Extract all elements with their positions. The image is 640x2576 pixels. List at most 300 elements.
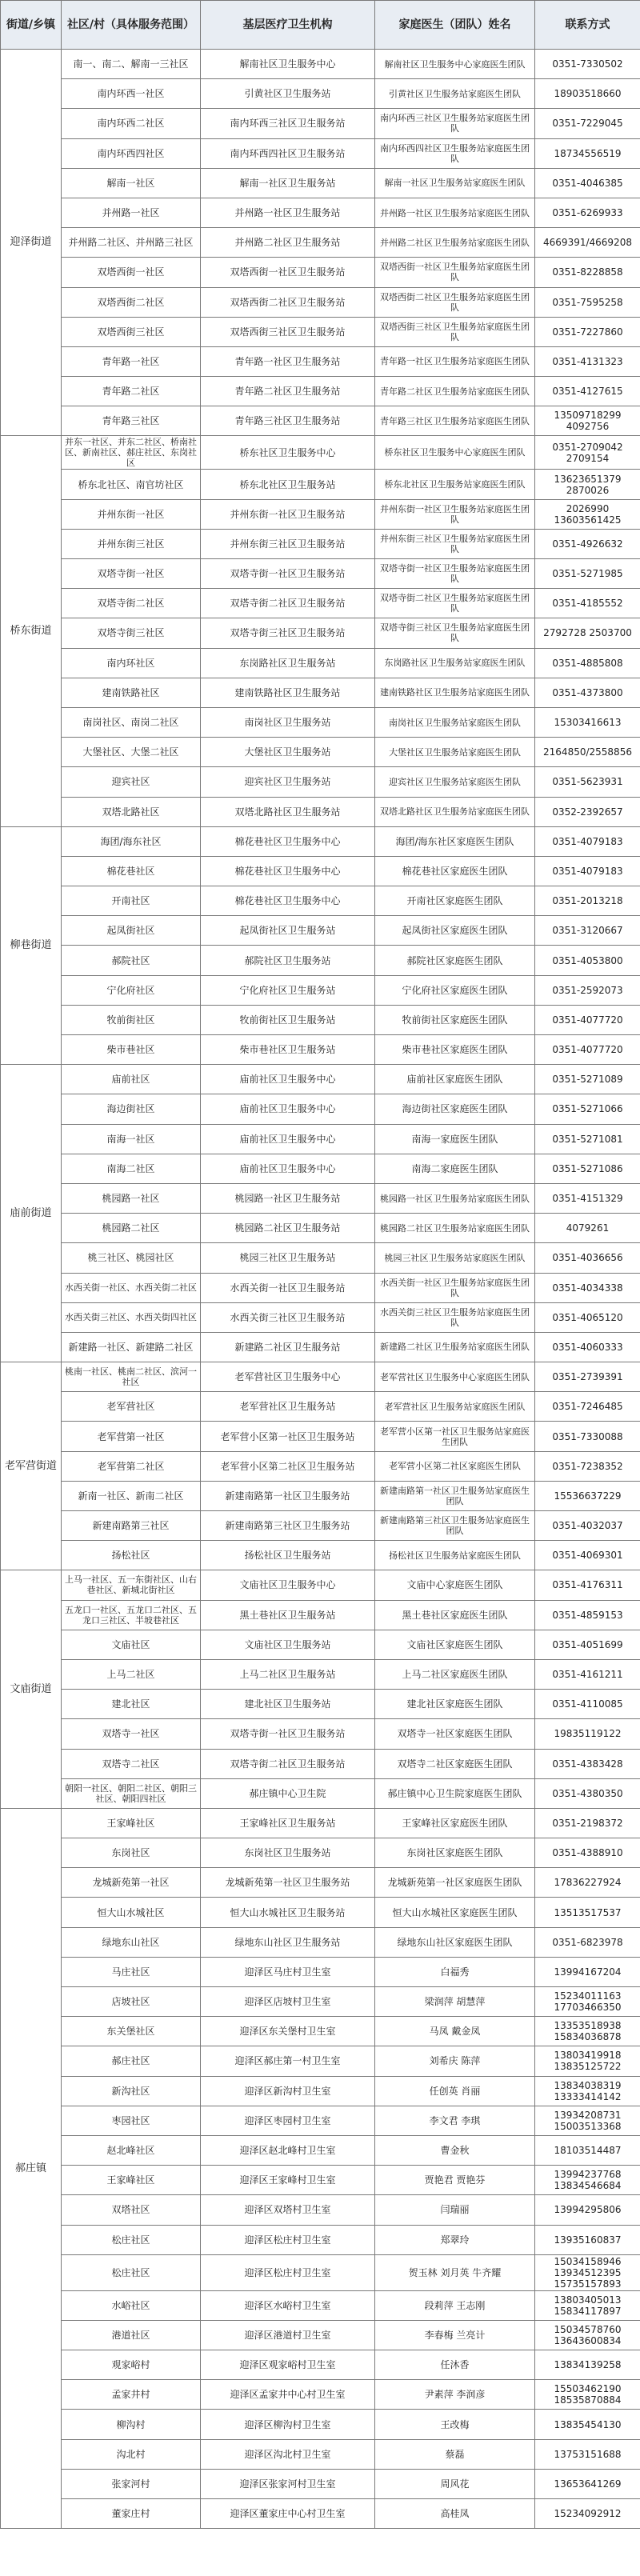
doctor-cell: 迎宾社区卫生服务站家庭医生团队 [375,767,535,797]
community-cell: 双塔西街一社区 [62,258,201,287]
header-community: 社区/村（具体服务范围） [62,1,201,50]
community-cell: 王家峰社区 [62,2166,201,2195]
table-row [1,109,640,138]
doctor-cell: 王改梅 [375,2410,535,2439]
contact-cell: 15234092912 [535,2499,640,2529]
community-cell: 新沟社区 [62,2076,201,2106]
contact-cell: 13834139258 [535,2350,640,2380]
header-street: 街道/乡镇 [1,1,62,50]
doctor-cell: 南海一家庭医生团队 [375,1124,535,1154]
table-row [1,1630,640,1659]
contact-cell: 0351-4380350 [535,1778,640,1808]
doctor-cell: 老军营社区卫生服务站家庭医生团队 [375,1392,535,1422]
community-cell: 青年路三社区 [62,406,201,436]
header-institution: 基层医疗卫生机构 [201,1,375,50]
contact-cell: 15234011163 17703466350 [535,1987,640,2017]
doctor-cell: 恒大山水城社区家庭医生团队 [375,1898,535,1927]
contact-cell: 0351-5271086 [535,1154,640,1183]
contact-cell: 0351-4079183 [535,856,640,886]
contact-cell: 13934208731 15003513368 [535,2106,640,2135]
institution-cell: 并州路一社区卫生服务站 [201,198,375,227]
community-cell: 枣园社区 [62,2106,201,2135]
institution-cell: 绿地东山社区卫生服务站 [201,1927,375,1957]
doctor-cell: 马凤 戴金凤 [375,2017,535,2046]
doctor-cell: 刘希庆 陈萍 [375,2046,535,2076]
table-row [1,168,640,198]
institution-cell: 桥东社区卫生服务中心 [201,436,375,470]
institution-cell: 水西关街一社区卫生服务站 [201,1273,375,1302]
table-row [1,1451,640,1481]
community-cell: 桥东北社区、南官坊社区 [62,470,201,499]
institution-cell: 庙前社区卫生服务中心 [201,1124,375,1154]
table-row [1,2195,640,2225]
doctor-cell: 海边街社区家庭医生团队 [375,1094,535,1124]
contact-cell: 0351-4185552 [535,589,640,618]
doctor-cell: 老军营小区第一社区卫生服务站家庭医生团队 [375,1422,535,1451]
community-cell: 双塔寺街二社区 [62,589,201,618]
contact-cell: 0351-4110085 [535,1690,640,1719]
community-cell: 建北社区 [62,1690,201,1719]
community-cell: 并东一社区、并东二社区、桥南社区、新南社区、郝庄社区、东岗社区 [62,436,201,470]
street-cell: 庙前街道 [1,1065,62,1362]
community-cell: 海边街社区 [62,1094,201,1124]
institution-cell: 东岗社区卫生服务站 [201,1838,375,1868]
table-row [1,79,640,109]
community-cell: 朝阳一社区、朝阳二社区、朝阳三社区、朝阳四社区 [62,1778,201,1808]
doctor-cell: 双塔西街一社区卫生服务站家庭医生团队 [375,258,535,287]
institution-cell: 黑土巷社区卫生服务站 [201,1600,375,1630]
doctor-cell: 桥东社区卫生服务中心家庭医生团队 [375,436,535,470]
doctor-cell: 上马二社区家庭医生团队 [375,1659,535,1689]
contact-cell: 0351-4051699 [535,1630,640,1659]
doctor-cell: 双塔北路社区卫生服务站家庭医生团队 [375,797,535,826]
contact-cell: 0351-7246485 [535,1392,640,1422]
doctor-cell: 并州东街三社区卫生服务站家庭医生团队 [375,529,535,558]
table-row [1,2350,640,2380]
table-body [1,50,640,2529]
table-row [1,707,640,737]
community-cell: 水西关街一社区、水西关街二社区 [62,1273,201,1302]
institution-cell: 并州东街一社区卫生服务站 [201,499,375,529]
contact-cell: 4669391/4669208 [535,228,640,258]
doctor-cell: 引黄社区卫生服务站家庭医生团队 [375,79,535,109]
community-cell: 松庄社区 [62,2254,201,2290]
contact-cell: 0351-4131323 [535,346,640,376]
contact-cell: 2164850/2558856 [535,738,640,767]
doctor-cell: 梁润萍 胡慧萍 [375,1987,535,2017]
doctor-cell: 李春梅 兰亮计 [375,2320,535,2350]
table-row [1,287,640,317]
contact-cell: 15303416613 [535,707,640,737]
community-cell: 并州东街一社区 [62,499,201,529]
contact-cell: 0351-4053800 [535,946,640,975]
contact-cell: 13935160837 [535,2225,640,2254]
community-cell: 并州路二社区、并州路三社区 [62,228,201,258]
institution-cell: 上马二社区卫生服务站 [201,1659,375,1689]
community-cell: 并州东街三社区 [62,529,201,558]
doctor-cell: 桃园路二社区卫生服务站家庭医生团队 [375,1214,535,1243]
community-cell: 棉花巷社区 [62,856,201,886]
institution-cell: 老军营社区卫生服务中心 [201,1362,375,1392]
community-cell: 庙前社区 [62,1065,201,1094]
community-cell: 恒大山水城社区 [62,1898,201,1927]
contact-cell: 0351-4060333 [535,1332,640,1362]
contact-cell: 0351-4388910 [535,1838,640,1868]
table-row [1,377,640,406]
institution-cell: 迎泽区店坡村卫生室 [201,1987,375,2017]
contact-cell: 0351-4885808 [535,648,640,678]
doctor-cell: 棉花巷社区家庭医生团队 [375,856,535,886]
institution-cell: 双塔寺街二社区卫生服务站 [201,1749,375,1778]
institution-cell: 东岗路社区卫生服务站 [201,648,375,678]
street-cell: 文庙街道 [1,1570,62,1809]
contact-cell: 0351-7330088 [535,1422,640,1451]
institution-cell: 迎泽区孟家井中心村卫生室 [201,2380,375,2410]
community-cell: 迎宾社区 [62,767,201,797]
contact-cell: 0351-2709042 2709154 [535,436,640,470]
community-cell: 双塔寺街三社区 [62,618,201,648]
table-row [1,975,640,1005]
contact-cell: 0351-4079183 [535,826,640,856]
institution-cell: 引黄社区卫生服务站 [201,79,375,109]
doctor-cell: 黑土巷社区家庭医生团队 [375,1600,535,1630]
community-cell: 柳沟村 [62,2410,201,2439]
community-cell: 桃三社区、桃园社区 [62,1243,201,1273]
institution-cell: 迎泽区张家河村卫生室 [201,2469,375,2498]
contact-cell: 15536637229 [535,1481,640,1510]
contact-cell: 13623651379 2870026 [535,470,640,499]
doctor-cell: 闫瑞丽 [375,2195,535,2225]
community-cell: 新建南路第三社区 [62,1511,201,1541]
doctor-cell: 双塔西街二社区卫生服务站家庭医生团队 [375,287,535,317]
community-cell: 新建路一社区、新建路二社区 [62,1332,201,1362]
institution-cell: 起凤街社区卫生服务站 [201,916,375,946]
institution-cell: 新建南路第一社区卫生服务站 [201,1481,375,1510]
institution-cell: 双塔寺街三社区卫生服务站 [201,618,375,648]
contact-cell: 2026990 13603561425 [535,499,640,529]
community-cell: 双塔寺街一社区 [62,559,201,589]
doctor-cell: 牧前街社区家庭医生团队 [375,1005,535,1034]
doctor-cell: 东岗社区家庭医生团队 [375,1838,535,1868]
institution-cell: 老军营社区卫生服务站 [201,1392,375,1422]
contact-cell: 15503462190 18535870884 [535,2380,640,2410]
table-row [1,1422,640,1451]
community-cell: 绿地东山社区 [62,1927,201,1957]
contact-cell: 0351-7595258 [535,287,640,317]
institution-cell: 桃园路二社区卫生服务站 [201,1214,375,1243]
table-row [1,406,640,436]
community-cell: 牧前街社区 [62,1005,201,1034]
doctor-cell: 南内环西三社区卫生服务站家庭医生团队 [375,109,535,138]
table-row [1,797,640,826]
doctor-cell: 解南一社区卫生服务站家庭医生团队 [375,168,535,198]
table-row [1,1570,640,1600]
table-header-row [1,1,640,50]
community-cell: 南内环社区 [62,648,201,678]
community-cell: 港道社区 [62,2320,201,2350]
doctor-cell: 王家峰社区家庭医生团队 [375,1808,535,1838]
institution-cell: 迎泽区松庄村卫生室 [201,2225,375,2254]
institution-cell: 建南铁路社区卫生服务站 [201,678,375,707]
contact-cell: 13994295806 [535,2195,640,2225]
community-cell: 水西关街三社区、水西关街四社区 [62,1302,201,1332]
community-cell: 孟家井村 [62,2380,201,2410]
contact-cell: 15034578760 13643600834 [535,2320,640,2350]
institution-cell: 新建路二社区卫生服务站 [201,1332,375,1362]
doctor-cell: 高桂凤 [375,2499,535,2529]
doctor-cell: 老军营小区第二社区家庭医生团队 [375,1451,535,1481]
contact-cell: 13509718299 4092756 [535,406,640,436]
table-row [1,2499,640,2529]
contact-cell: 0351-7330502 [535,50,640,79]
doctor-cell: 双塔寺二社区家庭医生团队 [375,1749,535,1778]
community-cell: 桃园路一社区 [62,1183,201,1213]
institution-cell: 老军营小区第二社区卫生服务站 [201,1451,375,1481]
institution-cell: 迎泽区马庄村卫生室 [201,1957,375,1986]
community-cell: 南内环西一社区 [62,79,201,109]
community-cell: 双塔社区 [62,2195,201,2225]
doctor-cell: 东岗路社区卫生服务站家庭医生团队 [375,648,535,678]
table-row [1,2290,640,2320]
table-row [1,2469,640,2498]
contact-cell: 0351-4151329 [535,1183,640,1213]
table-row [1,2320,640,2350]
institution-cell: 双塔寺街一社区卫生服务站 [201,559,375,589]
street-cell: 老军营街道 [1,1362,62,1570]
table-row [1,618,640,648]
institution-cell: 桃园三社区卫生服务站 [201,1243,375,1273]
community-cell: 双塔北路社区 [62,797,201,826]
doctor-cell: 南岗社区卫生服务站家庭医生团队 [375,707,535,737]
institution-cell: 迎泽区港道村卫生室 [201,2320,375,2350]
contact-cell: 13513517537 [535,1898,640,1927]
table-row [1,228,640,258]
street-cell: 桥东街道 [1,436,62,826]
doctor-cell: 南海二家庭医生团队 [375,1154,535,1183]
community-cell: 董家庄村 [62,2499,201,2529]
community-cell: 宁化府社区 [62,975,201,1005]
contact-cell: 0351-2739391 [535,1362,640,1392]
street-cell: 郝庄镇 [1,1808,62,2528]
community-cell: 老军营社区 [62,1392,201,1422]
community-cell: 南内环西二社区 [62,109,201,138]
institution-cell: 建北社区卫生服务站 [201,1690,375,1719]
contact-cell: 18734556519 [535,138,640,168]
doctor-cell: 解南社区卫生服务中心家庭医生团队 [375,50,535,79]
contact-cell: 0351-7229045 [535,109,640,138]
table-row [1,529,640,558]
institution-cell: 扬松社区卫生服务站 [201,1541,375,1570]
table-row [1,2166,640,2195]
doctor-cell: 绿地东山社区家庭医生团队 [375,1927,535,1957]
institution-cell: 文庙社区卫生服务站 [201,1630,375,1659]
community-cell: 桃南一社区、桃南二社区、滨河一社区 [62,1362,201,1392]
header-contact: 联系方式 [535,1,640,50]
contact-cell: 0352-2392657 [535,797,640,826]
table-row [1,1005,640,1034]
doctor-cell: 周风花 [375,2469,535,2498]
institution-cell: 迎泽区王家峰村卫生室 [201,2166,375,2195]
community-cell: 双塔西街二社区 [62,287,201,317]
contact-cell: 0351-7227860 [535,317,640,346]
institution-cell: 双塔西街二社区卫生服务站 [201,287,375,317]
institution-cell: 迎泽区枣园村卫生室 [201,2106,375,2135]
institution-cell: 青年路三社区卫生服务站 [201,406,375,436]
contact-cell: 0351-3120667 [535,916,640,946]
contact-cell: 13353518938 15834036878 [535,2017,640,2046]
contact-cell: 0351-4036656 [535,1243,640,1273]
table-row [1,436,640,470]
table-row [1,2410,640,2439]
institution-cell: 迎泽区水峪村卫生室 [201,2290,375,2320]
institution-cell: 南内环西四社区卫生服务站 [201,138,375,168]
institution-cell: 双塔寺街二社区卫生服务站 [201,589,375,618]
table-row [1,1898,640,1927]
table-row [1,138,640,168]
institution-cell: 迎泽区柳沟村卫生室 [201,2410,375,2439]
table-row [1,1362,640,1392]
table-row [1,916,640,946]
contact-cell: 0351-4065120 [535,1302,640,1332]
contact-cell: 13834038319 13333414142 [535,2076,640,2106]
community-cell: 并州路一社区 [62,198,201,227]
doctor-cell: 起凤街社区家庭医生团队 [375,916,535,946]
doctor-cell: 桥东北社区卫生服务站家庭医生团队 [375,470,535,499]
institution-cell: 桃园路一社区卫生服务站 [201,1183,375,1213]
doctor-cell: 并州东街一社区卫生服务站家庭医生团队 [375,499,535,529]
contact-cell: 0351-5271081 [535,1124,640,1154]
institution-cell: 桥东北社区卫生服务站 [201,470,375,499]
contact-cell: 0351-4069301 [535,1541,640,1570]
contact-cell: 13803405013 15834117897 [535,2290,640,2320]
community-cell: 上马二社区 [62,1659,201,1689]
institution-cell: 庙前社区卫生服务中心 [201,1154,375,1183]
table-row [1,648,640,678]
table-row [1,738,640,767]
table-row [1,2439,640,2469]
institution-cell: 解南社区卫生服务中心 [201,50,375,79]
community-cell: 王家峰社区 [62,1808,201,1838]
table-row [1,1719,640,1749]
contact-cell: 13994167204 [535,1957,640,1986]
institution-cell: 大堡社区卫生服务站 [201,738,375,767]
doctor-cell: 老军营社区卫生服务中心家庭医生团队 [375,1362,535,1392]
table-row [1,2106,640,2135]
doctor-cell: 贺玉林 刘月英 牛齐耀 [375,2254,535,2290]
institution-cell: 青年路一社区卫生服务站 [201,346,375,376]
institution-cell: 迎泽区松庄村卫生室 [201,2254,375,2290]
community-cell: 马庄社区 [62,1957,201,1986]
table-row [1,1690,640,1719]
contact-cell: 0351-5271985 [535,559,640,589]
community-cell: 郝庄社区 [62,2046,201,2076]
contact-cell: 13835454130 [535,2410,640,2439]
institution-cell: 郝院社区卫生服务站 [201,946,375,975]
table-row [1,1511,640,1541]
table-row [1,2046,640,2076]
table-row [1,1541,640,1570]
institution-cell: 庙前社区卫生服务中心 [201,1094,375,1124]
institution-cell: 郝庄镇中心卫生院 [201,1778,375,1808]
contact-cell: 0351-4926632 [535,529,640,558]
table-row [1,1243,640,1273]
community-cell: 扬松社区 [62,1541,201,1570]
community-cell: 松庄社区 [62,2225,201,2254]
institution-cell: 南内环西三社区卫生服务站 [201,109,375,138]
table-row [1,198,640,227]
doctor-cell: 青年路一社区卫生服务站家庭医生团队 [375,346,535,376]
doctor-cell: 文庙中心家庭医生团队 [375,1570,535,1600]
doctor-cell: 新建路二社区卫生服务站家庭医生团队 [375,1332,535,1362]
table-row [1,2254,640,2290]
header-doctor: 家庭医生（团队）姓名 [375,1,535,50]
community-cell: 双塔寺一社区 [62,1719,201,1749]
contact-cell: 0351-4373800 [535,678,640,707]
contact-cell: 0351-4046385 [535,168,640,198]
doctor-cell: 文庙社区家庭医生团队 [375,1630,535,1659]
table-row [1,678,640,707]
contact-cell: 15034158946 13934512395 15735157893 [535,2254,640,2290]
table-row [1,1659,640,1689]
contact-cell: 18903518660 [535,79,640,109]
table-row [1,589,640,618]
contact-cell: 0351-4034338 [535,1273,640,1302]
contact-cell: 13803419918 13835125722 [535,2046,640,2076]
community-cell: 青年路二社区 [62,377,201,406]
community-cell: 开南社区 [62,886,201,916]
community-cell: 双塔西街三社区 [62,317,201,346]
contact-cell: 13653641269 [535,2469,640,2498]
contact-cell: 4079261 [535,1214,640,1243]
table-row [1,1273,640,1302]
doctor-cell: 郝院社区家庭医生团队 [375,946,535,975]
institution-cell: 迎泽区新沟村卫生室 [201,2076,375,2106]
community-cell: 五龙口一社区、五龙口二社区、五龙口三社区、半坡巷社区 [62,1600,201,1630]
doctor-cell: 双塔寺一社区家庭医生团队 [375,1719,535,1749]
table-row [1,767,640,797]
community-cell: 新南一社区、新南二社区 [62,1481,201,1510]
institution-cell: 迎泽区双塔村卫生室 [201,2195,375,2225]
institution-cell: 双塔西街三社区卫生服务站 [201,317,375,346]
table-row [1,346,640,376]
doctor-cell: 柴市巷社区家庭医生团队 [375,1035,535,1065]
doctor-cell: 蔡磊 [375,2439,535,2469]
contact-cell: 0351-4127615 [535,377,640,406]
community-cell: 龙城新苑第一社区 [62,1868,201,1898]
table-row [1,1124,640,1154]
table-row [1,2225,640,2254]
table-row [1,1481,640,1510]
institution-cell: 王家峰社区卫生服务站 [201,1808,375,1838]
contact-cell: 0351-4077720 [535,1005,640,1034]
contact-cell: 13994237768 13834546684 [535,2166,640,2195]
community-cell: 南内环西四社区 [62,138,201,168]
institution-cell: 牧前街社区卫生服务站 [201,1005,375,1034]
table-row [1,559,640,589]
institution-cell: 棉花巷社区卫生服务中心 [201,886,375,916]
doctor-cell: 曹金秋 [375,2135,535,2165]
community-cell: 沟北村 [62,2439,201,2469]
table-row [1,1154,640,1183]
table-row [1,1778,640,1808]
institution-cell: 双塔寺街一社区卫生服务站 [201,1719,375,1749]
doctor-cell: 双塔寺街二社区卫生服务站家庭医生团队 [375,589,535,618]
doctor-cell: 并州路一社区卫生服务站家庭医生团队 [375,198,535,227]
institution-cell: 迎泽区观家峪村卫生室 [201,2350,375,2380]
doctor-cell: 建南铁路社区卫生服务站家庭医生团队 [375,678,535,707]
table-row [1,1392,640,1422]
community-cell: 海团/海东社区 [62,826,201,856]
